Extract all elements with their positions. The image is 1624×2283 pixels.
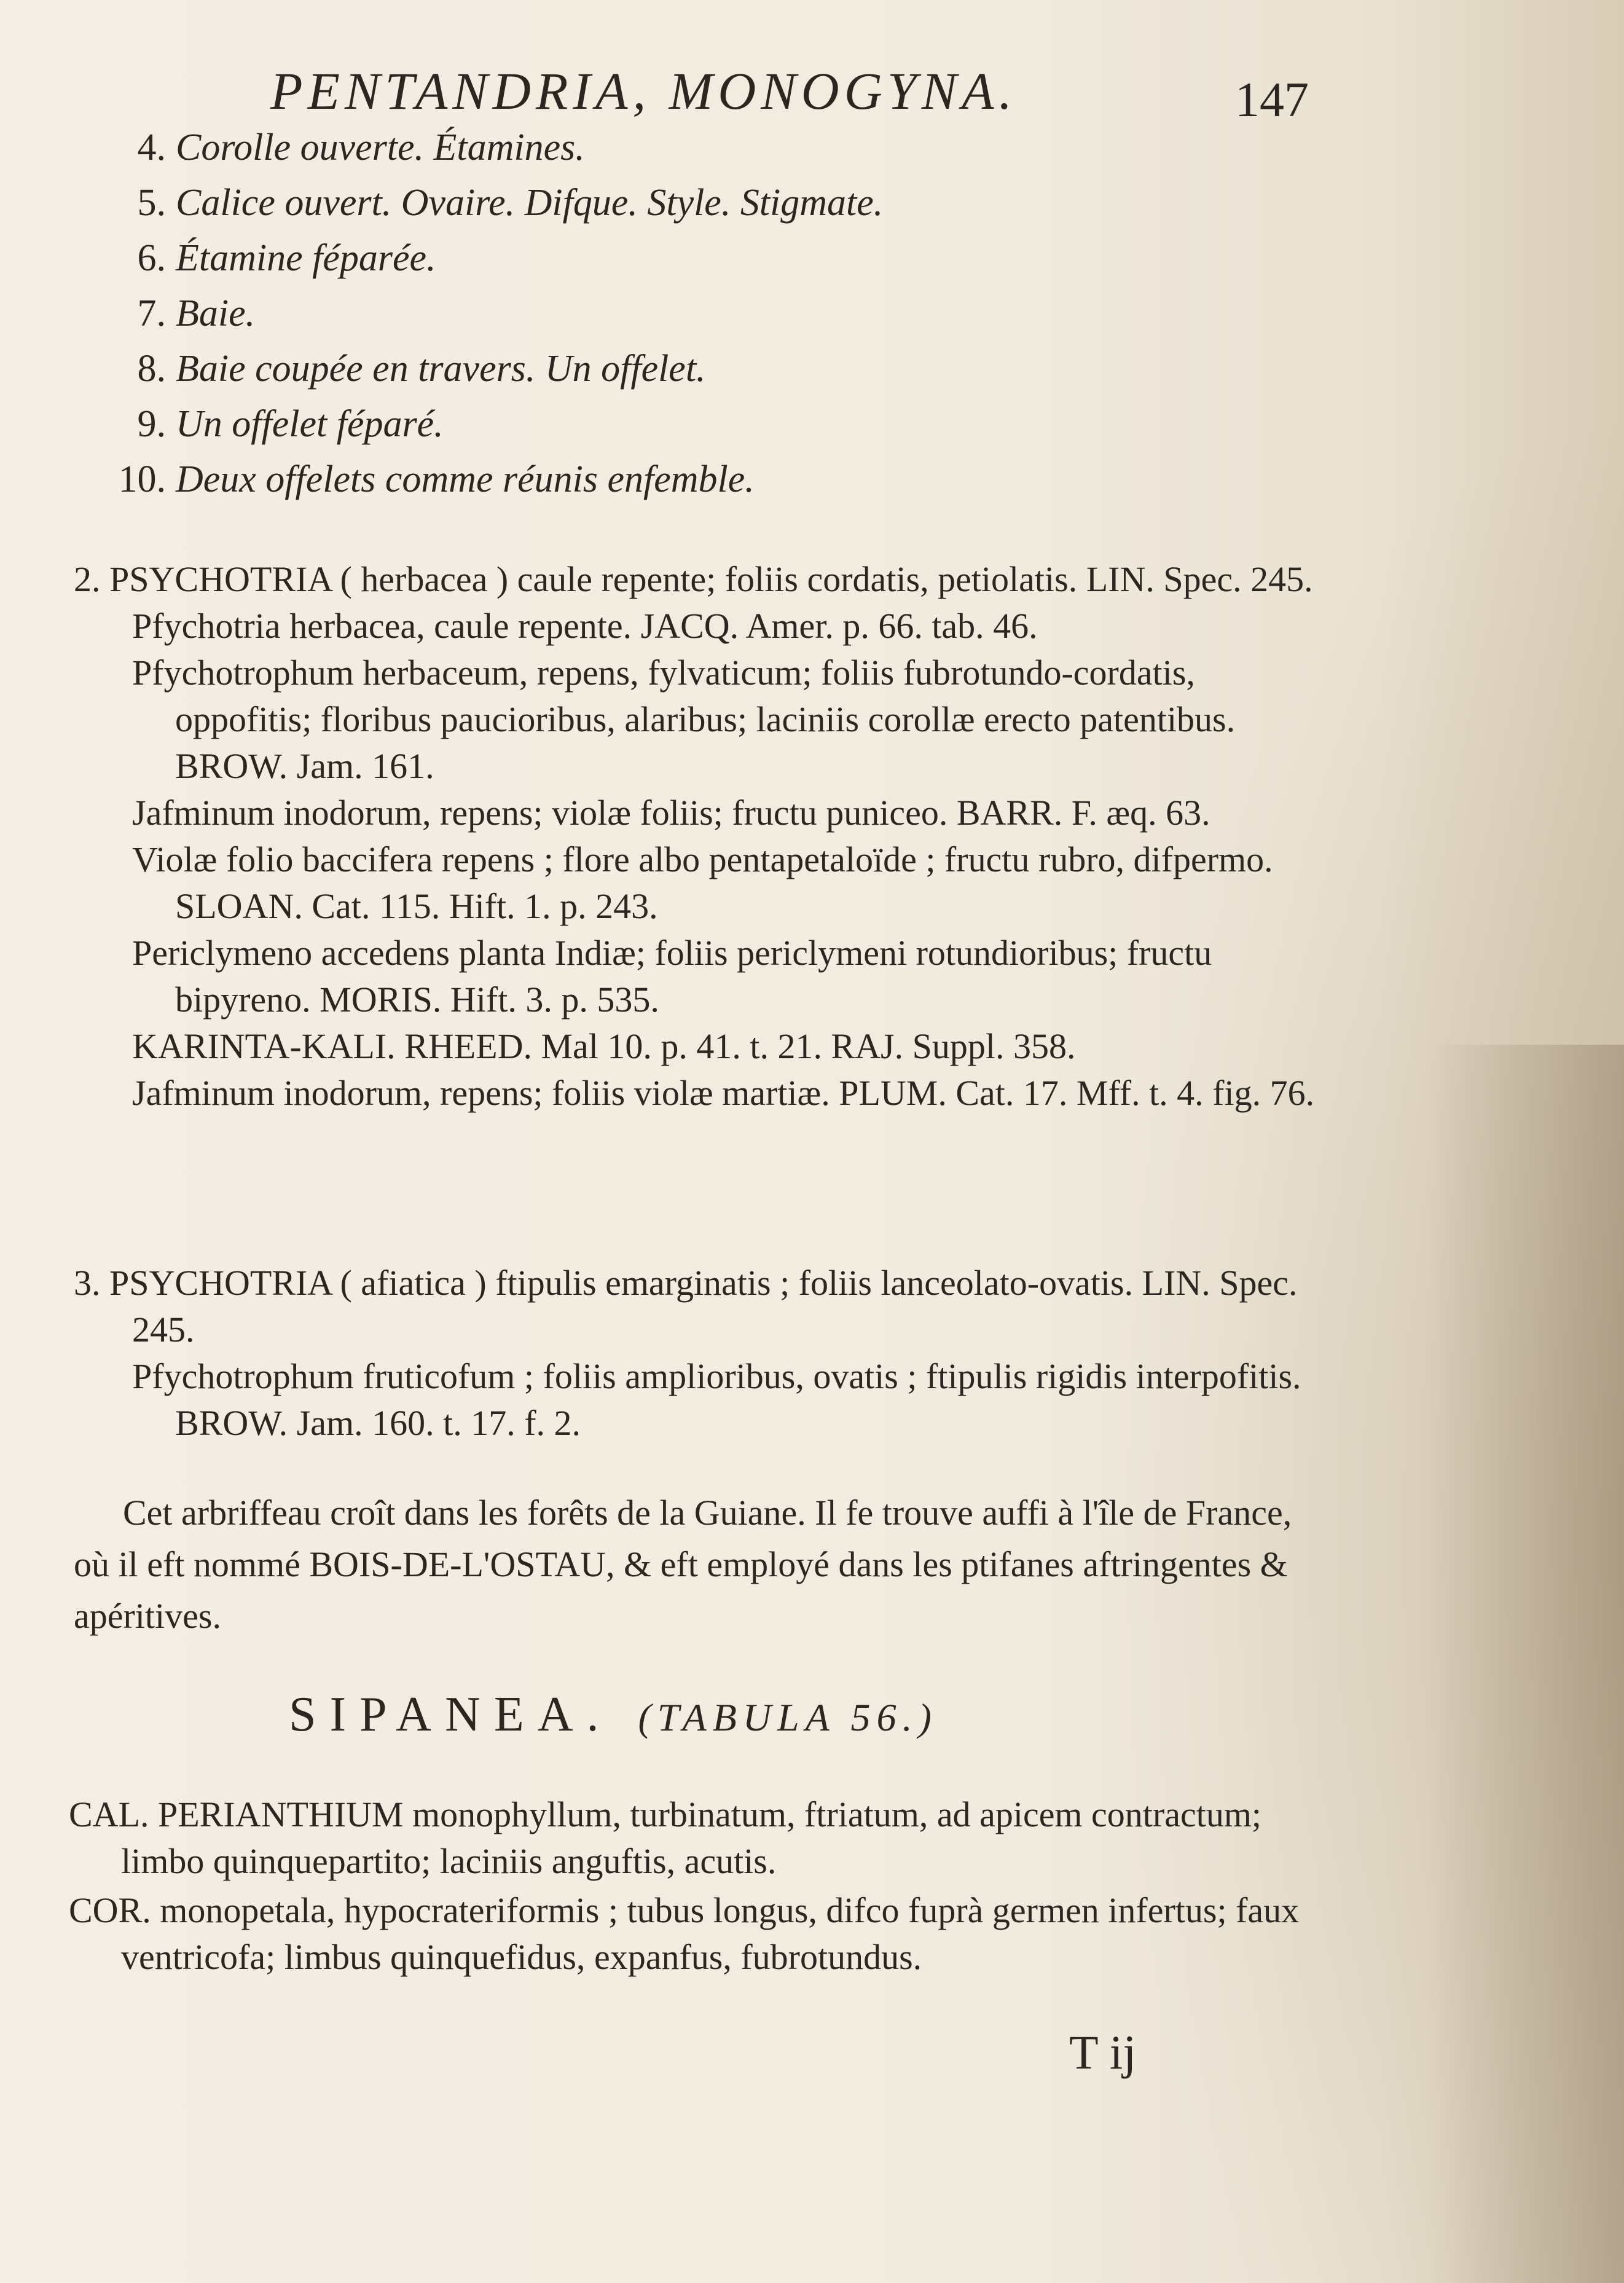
species-heading: 2. PSYCHOTRIA ( herbacea ) caule repente; foliis cordatis, petiolatis. LIN. Spec. 245. <box>74 559 1313 599</box>
species-entry-3 <box>74 1260 1327 1447</box>
figure-legend-item: 8. Baie coupée en travers. Un offelet. <box>137 348 706 390</box>
synonym: Jafminum inodorum, repens; foliis violæ martiæ. PLUM. Cat. 17. Mff. t. 4. fig. 76. <box>132 1073 1315 1113</box>
genus-characters <box>69 1791 1328 1983</box>
synonym: Jafminum inodorum, repens; violæ foliis; fructu puniceo. BARR. F. æq. 63. <box>132 793 1210 833</box>
figure-legend-item: 10. Deux offelets comme réunis enfemble. <box>118 458 755 500</box>
page-number: 147 <box>1235 73 1309 127</box>
habitat-paragraph: Cet arbriffeau croît dans les forêts de la Guiane. Il fe trouve auffi à l'île de France, où il eft nommé BOIS-DE-L'OSTAU, & eft employé dans les ptifanes aftringentes & apéritives. <box>74 1493 1292 1636</box>
figure-legend-item: 7. Baie. <box>137 293 256 334</box>
figure-legend-item: 6. Étamine féparée. <box>137 237 436 279</box>
synonym: Pfychotria herbacea, caule repente. JACQ. Amer. p. 66. tab. 46. <box>132 606 1038 646</box>
species-heading: 3. PSYCHOTRIA ( afiatica ) ftipulis emarginatis ; foliis lanceolato-ovatis. LIN. Spec. 245. <box>74 1263 1298 1350</box>
genus-name: SIPANEA. <box>289 1688 613 1742</box>
figure-legend-item: 4. Corolle ouverte. Étamines. <box>137 127 585 168</box>
page-edge-shadow <box>1427 1045 1624 2283</box>
synonym: KARINTA-KALI. RHEED. Mal 10. p. 41. t. 21. RAJ. Suppl. 358. <box>132 1026 1076 1066</box>
figure-legend-item: 5. Calice ouvert. Ovaire. Difque. Style. Stigmate. <box>137 182 884 224</box>
figure-legend <box>104 120 883 507</box>
genus-tabula: (TABULA 56.) <box>638 1696 938 1739</box>
synonym: Periclymeno accedens planta Indiæ; foliis periclymeni rotundioribus; fructu bipyreno. MORIS. Hift. 3. p. 535. <box>132 933 1212 1020</box>
figure-legend-item: 9. Un offelet féparé. <box>137 403 444 445</box>
character-cor: COR. monopetala, hypocrateriformis ; tubus longus, difco fuprà germen infertus; faux ventricofa; limbus quinquefidus, expanfus, fubrotundus. <box>69 1890 1300 1977</box>
synonym: Pfychotrophum fruticofum ; foliis amplioribus, ovatis ; ftipulis rigidis interpofitis. BROW. Jam. 160. t. 17. f. 2. <box>132 1356 1301 1443</box>
catchword: T ij <box>1069 2026 1137 2079</box>
species-entry-2 <box>74 556 1327 1117</box>
genus-heading <box>289 1687 938 1743</box>
synonym: Pfychotrophum herbaceum, repens, fylvaticum; foliis fubrotundo-cordatis, oppofitis; floribus paucioribus, alaribus; laciniis corollæ erecto patentibus. BROW. Jam. 161. <box>132 653 1236 786</box>
character-cal: CAL. PERIANTHIUM monophyllum, turbinatum, ftriatum, ad apicem contractum; limbo quinquepartito; laciniis anguftis, acutis. <box>69 1794 1262 1881</box>
running-header: PENTANDRIA, MONOGYNA. <box>270 61 1018 120</box>
synonym: Violæ folio baccifera repens ; flore albo pentapetaloïde ; fructu rubro, difpermo. SLOAN. Cat. 115. Hift. 1. p. 243. <box>132 839 1273 926</box>
